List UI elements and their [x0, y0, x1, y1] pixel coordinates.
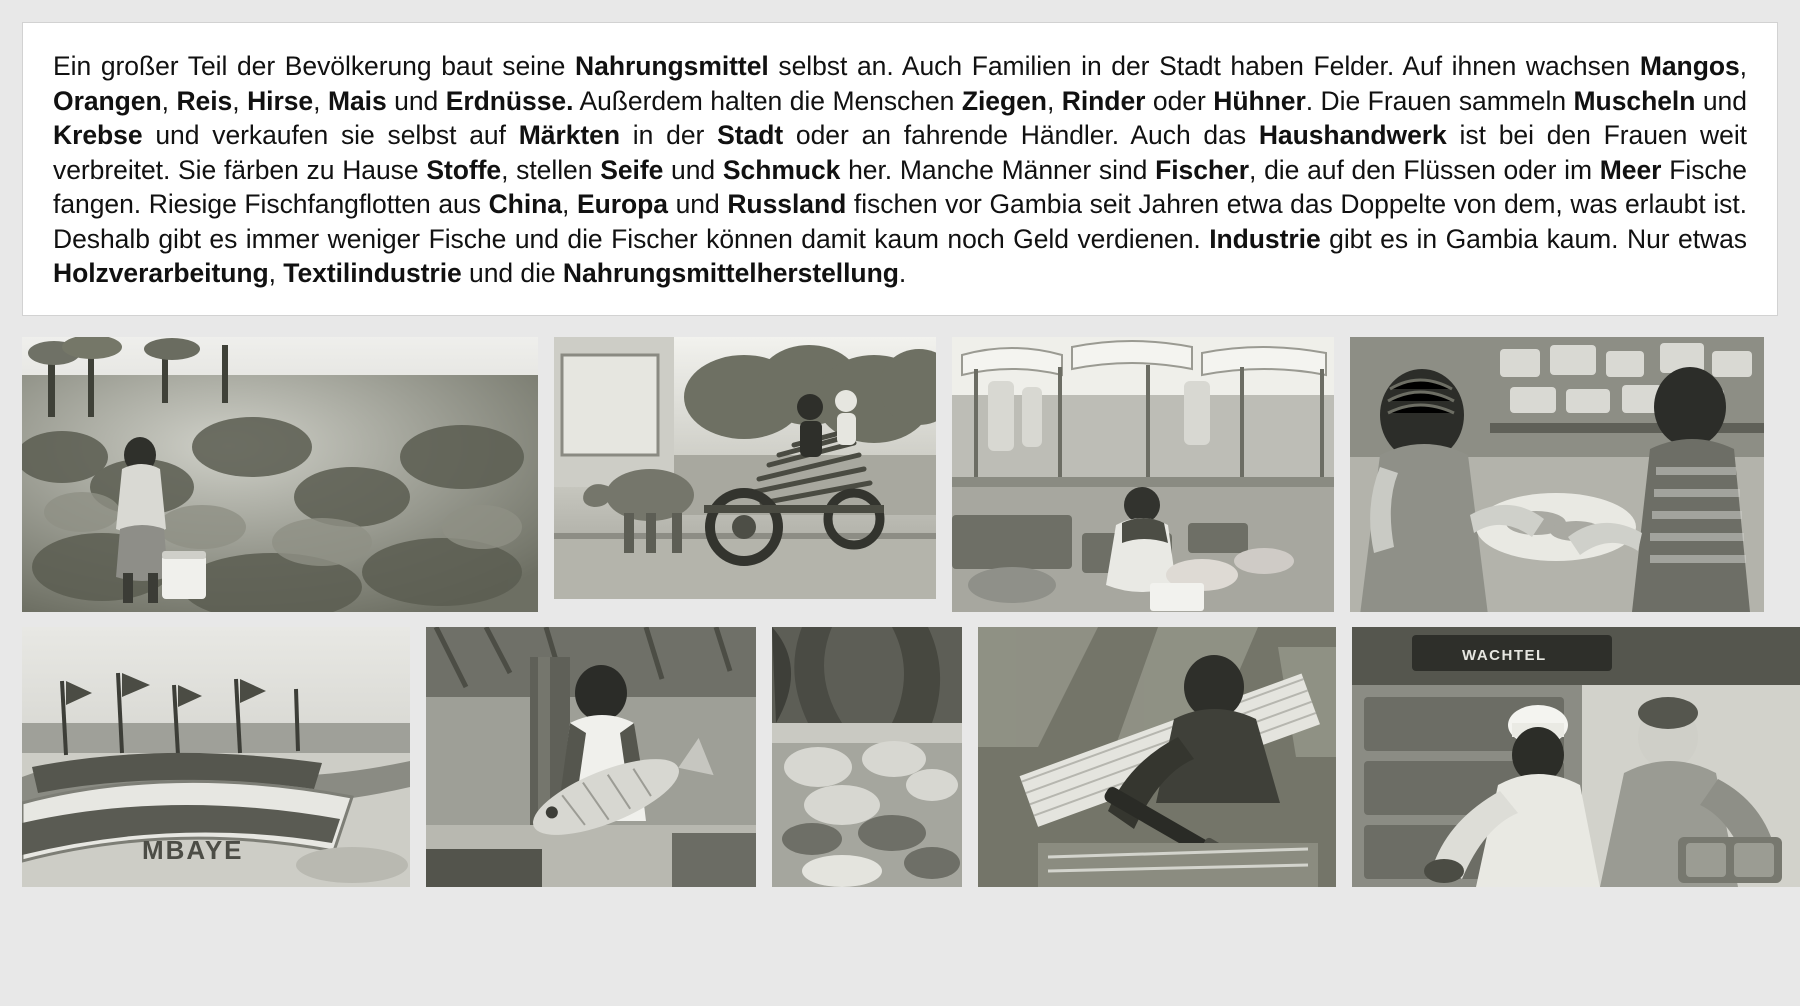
boat-name-text: MBAYE [142, 835, 244, 866]
text-run: , [1739, 51, 1747, 81]
photo-market-stalls [952, 337, 1334, 612]
bold-term: Schmuck [722, 154, 841, 185]
bold-term: Stoffe [426, 154, 502, 185]
bold-term: Muscheln [1573, 85, 1696, 116]
bold-term: Reis [176, 85, 233, 116]
text-run: und [1695, 85, 1747, 116]
text-run: und die [461, 258, 563, 289]
photo-donkey-cart-firewood [554, 337, 936, 599]
text-card [22, 22, 1778, 316]
bold-term: Russland [727, 189, 847, 220]
bold-term: Mangos [1639, 51, 1740, 81]
bold-term: Ziegen [961, 85, 1047, 116]
photo-gallery [22, 337, 1778, 887]
bold-term: Nahrungsmittel [575, 51, 769, 81]
photo-fisherman-with-fish [426, 627, 756, 887]
text-run: , [1046, 85, 1062, 116]
text-run: , [161, 85, 177, 116]
text-run: oder [1145, 85, 1214, 116]
text-run: . Die Frauen sammeln [1305, 85, 1574, 116]
document-page [22, 22, 1778, 984]
text-run: ist bei den Frauen weit verbreitet. Sie färben zu Hause [53, 120, 1747, 185]
bold-term: Meer [1599, 154, 1662, 185]
text-run: , stellen [501, 154, 601, 185]
text-run: Außerdem halten die Menschen [573, 85, 962, 116]
body-paragraph [53, 49, 1747, 291]
bold-term: Industrie [1209, 223, 1321, 254]
bold-term: Erdnüsse. [445, 85, 574, 116]
bold-term: Krebse [53, 120, 143, 151]
photo-fishing-boats-beach [22, 627, 410, 887]
bold-term: Holzverarbeitung [53, 258, 269, 289]
bold-term: Haushandwerk [1258, 120, 1447, 151]
text-run: . [898, 258, 907, 289]
text-run: und [663, 154, 723, 185]
bold-term: Mais [327, 85, 387, 116]
gallery-row-1 [22, 337, 1778, 612]
text-run: Fische fangen. Riesige Fischfangflotten aus [53, 154, 1747, 220]
photo-women-selling-fish [1350, 337, 1764, 612]
bold-term: Nahrungsmittelherstellung [562, 258, 899, 289]
text-run: , [232, 85, 248, 116]
text-run: fischen vor Gambia seit Jahren etwa das Doppelte von dem, was erlaubt ist. Deshalb gibt es immer weniger Fische und die Fischer können damit kaum noch Geld verdienen. [53, 189, 1747, 254]
text-run: Ein großer Teil der Bevölkerung baut seine [53, 51, 576, 81]
text-run: oder an fahrende Händler. Auch das [783, 120, 1259, 151]
text-run: und verkaufen sie selbst auf [142, 120, 519, 151]
bold-term: Textilindustrie [283, 258, 462, 289]
text-run: und [667, 189, 728, 220]
text-run: , [268, 258, 284, 289]
text-run: , [313, 85, 328, 116]
text-run: her. Manche Männer sind [840, 154, 1156, 185]
bold-term: China [488, 189, 562, 220]
text-run: , [561, 189, 577, 220]
gallery-row-2 [22, 627, 1778, 887]
bold-term: Märkten [518, 120, 620, 151]
bold-term: Rinder [1061, 85, 1146, 116]
bold-term: Orangen [53, 85, 162, 116]
bold-term: Fischer [1155, 154, 1250, 185]
text-run: selbst an. Auch Familien in der Stadt haben Felder. Auf ihnen wachsen [768, 51, 1640, 81]
text-run: in der [620, 120, 718, 151]
text-run: gibt es in Gambia kaum. Nur etwas [1320, 223, 1748, 254]
text-run: , die auf den Flüssen oder im [1249, 154, 1600, 185]
text-run: und [386, 85, 446, 116]
bold-term: Hirse [247, 85, 314, 116]
bold-term: Seife [600, 154, 664, 185]
bold-term: Europa [576, 189, 668, 220]
photo-vegetable-garden [22, 337, 538, 612]
photo-market-goods [772, 627, 962, 887]
photo-bakery-workers [1352, 627, 1800, 887]
bold-term: Stadt [717, 120, 784, 151]
bold-term: Hühner [1213, 85, 1306, 116]
photo-weaver-loom [978, 627, 1336, 887]
oven-brand-text: WACHTEL [1462, 647, 1547, 665]
